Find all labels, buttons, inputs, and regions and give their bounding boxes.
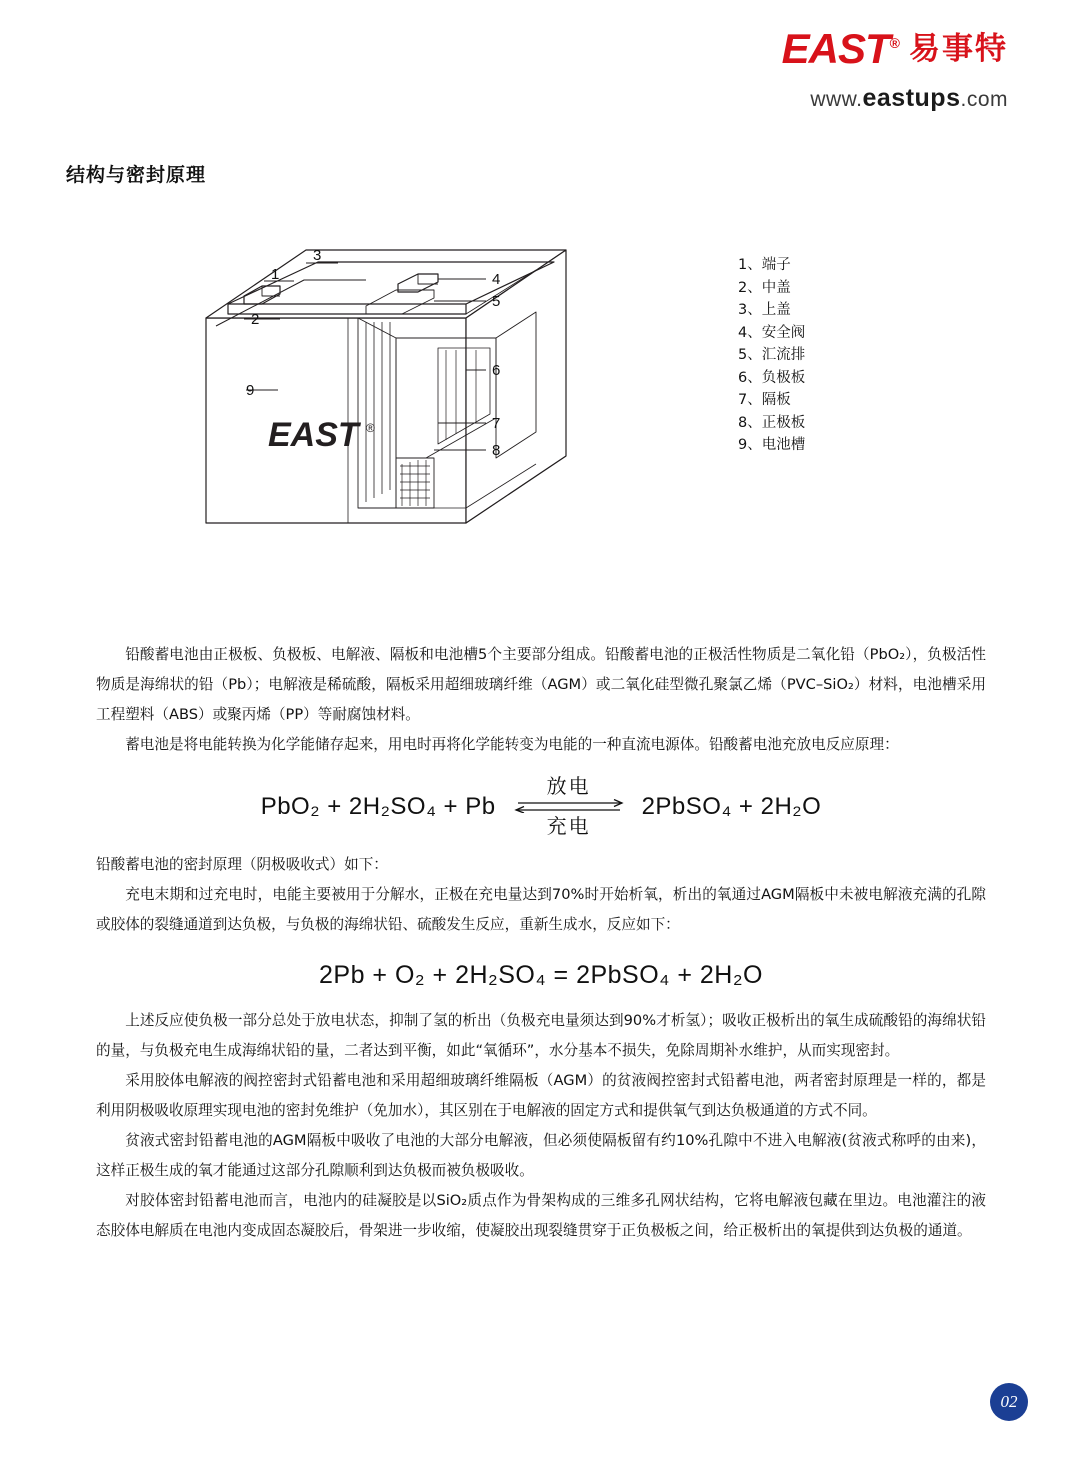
logo-east-text: EAST [781, 25, 890, 72]
legend-item-4: 4、安全阀 [738, 324, 806, 341]
figure-legend [738, 254, 805, 457]
equation-1-right: 2PbSO₄ + 2H₂O [641, 793, 822, 820]
equation-oxygen-recombination: 2Pb + O₂ + 2H₂SO₄ = 2PbSO₄ + 2H₂O [318, 961, 763, 989]
legend-item-7: 7、隔板 [738, 392, 791, 408]
callout-8: 8 [492, 442, 501, 459]
callout-6: 6 [492, 362, 501, 379]
battery-brand-registered-icon: ® [366, 421, 375, 435]
url-prefix: www. [810, 88, 863, 111]
callout-4: 4 [492, 271, 501, 288]
registered-trademark-icon: ® [889, 35, 899, 51]
paragraph-6: 采用胶体电解液的阀控密封式铅蓄电池和采用超细玻璃纤维隔板（AGM）的贫液阀控密封式铅蓄电池，两者密封原理是一样的，都是利用阴极吸收原理实现电池的密封免维护（免加水），其区别在于电解液的固定方式和提供氧气到达负极通道的方式不同。 [96, 1072, 986, 1119]
equation-1-left: PbO₂ + 2H₂SO₄ + Pb [260, 793, 496, 820]
legend-item-6: 6、负极板 [738, 369, 806, 386]
paragraph-5: 上述反应使负极一部分总处于放电状态，抑制了氢的析出（负极充电量须达到90%才析氢）；吸收正极析出的氧生成硫酸铅的海绵状铅的量，与负极充电生成海绵状铅的量，二者达到平衡，如此“氧循环”，水分基本不损失，免除周期补水维护，从而实现密封。 [96, 1012, 986, 1059]
legend-item-1: 1、端子 [738, 257, 791, 273]
legend-item-3: 3、上盖 [738, 302, 791, 318]
callout-7: 7 [492, 415, 501, 432]
double-arrow-icon [510, 799, 628, 813]
logo-east-wordmark [781, 25, 899, 72]
paragraph-2: 蓄电池是将电能转换为化学能储存起来，用电时再将化学能转变为电能的一种直流电源体。铅酸蓄电池充放电反应原理： [125, 736, 899, 753]
paragraph-1: 铅酸蓄电池由正极板、负极板、电解液、隔板和电池槽5个主要部分组成。铅酸蓄电池的正极活性物质是二氧化铅（PbO₂），负极活性物质是海绵状的铅（Pb）；电解液是稀硫酸，隔板采用超细玻璃纤维（AGM）或二氧化硅型微孔聚氯乙烯（PVC–SiO₂）材料，电池槽采用工程塑料（ABS）或聚丙烯（PP）等耐腐蚀材料。 [96, 646, 986, 723]
paragraph-8: 对胶体密封铅蓄电池而言，电池内的硅凝胶是以SiO₂质点作为骨架构成的三维多孔网状结构，它将电解液包藏在里边。电池灌注的液态胶体电解质在电池内变成固态凝胶后，骨架进一步收缩，使凝胶出现裂缝贯穿于正负极板之间，给正极析出的氧提供到达负极的通道。 [96, 1192, 986, 1239]
company-website [782, 84, 1008, 113]
legend-item-8: 8、正极板 [738, 414, 806, 431]
url-domain: eastups [862, 84, 961, 112]
legend-item-2: 2、中盖 [738, 279, 791, 296]
legend-item-5: 5、汇流排 [738, 347, 806, 363]
equation-charge-discharge [96, 774, 986, 840]
page-title: 结构与密封原理 [66, 164, 207, 186]
article-body [96, 640, 986, 1246]
battery-diagram [66, 218, 1016, 598]
legend-item-9: 9、电池槽 [738, 437, 806, 453]
equation-1-label-below: 充电 [546, 814, 591, 838]
callout-3: 3 [313, 247, 322, 264]
brand-logo [781, 25, 1008, 72]
callout-5: 5 [492, 293, 501, 310]
url-suffix: .com [960, 88, 1008, 111]
equation-1-arrow [510, 773, 628, 839]
page-header [781, 25, 1008, 113]
battery-brand-label: EAST [268, 416, 359, 454]
callout-1: 1 [271, 266, 280, 283]
callout-9: 9 [246, 382, 255, 399]
page-number-badge: 02 [990, 1383, 1028, 1421]
battery-cutaway-drawing [66, 218, 766, 558]
paragraph-4: 充电末期和过充电时，电能主要被用于分解水，正极在充电量达到70%时开始析氧，析出的氧通过AGM隔板中未被电解液充满的孔隙或胶体的裂缝通道到达负极，与负极的海绵状铅、硫酸发生反应，重新生成水，反应如下： [96, 886, 986, 933]
equation-1-label-above: 放电 [546, 774, 591, 798]
callout-2: 2 [251, 311, 260, 328]
paragraph-7: 贫液式密封铅蓄电池的AGM隔板中吸收了电池的大部分电解液，但必须使隔板留有约10%孔隙中不进入电解液(贫液式称呼的由来)，这样正极生成的氧才能通过这部分孔隙顺利到达负极而被负极吸收。 [96, 1132, 986, 1179]
logo-chinese-name: 易事特 [909, 30, 1008, 67]
paragraph-3: 铅酸蓄电池的密封原理（阴极吸收式）如下： [96, 856, 388, 873]
